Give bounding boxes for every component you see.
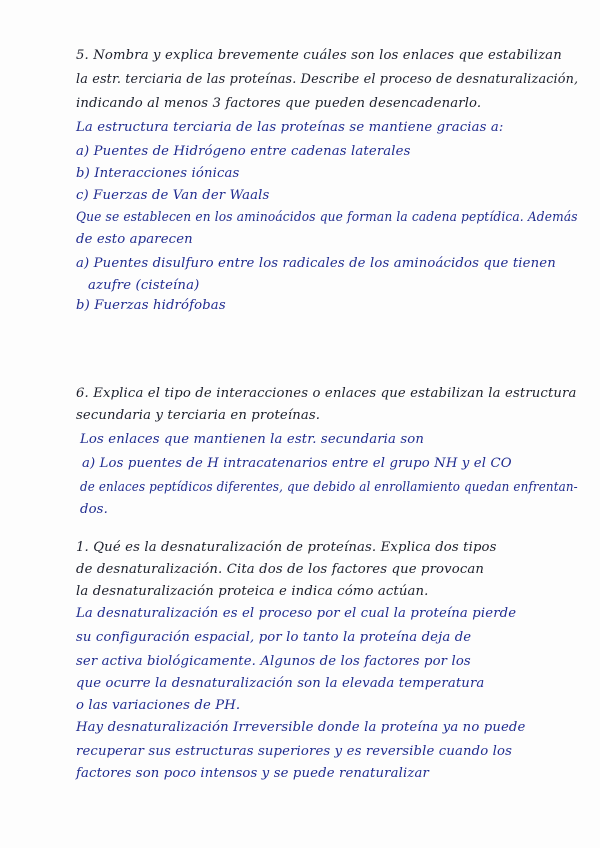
- question-5-line-1: 5. Nombra y explica brevemente cuáles son los enlaces que estabilizan: [76, 48, 562, 63]
- answer-6-line-1: Los enlaces que mantienen la estr. secundaria son: [80, 432, 425, 447]
- question-1-line-2: de desnaturalización. Cita dos de los factores que provocan: [76, 562, 485, 577]
- question-6-line-1: 6. Explica el tipo de interacciones o enlaces que estabilizan la estructura: [76, 386, 577, 401]
- answer-5-line-3: b) Interacciones iónicas: [76, 166, 240, 181]
- answer-5-line-4: c) Fuerzas de Van der Waals: [76, 188, 270, 203]
- answer-6-line-4: dos.: [80, 502, 108, 517]
- answer-1-line-3: ser activa biológicamente. Algunos de los factores por los: [76, 654, 471, 669]
- answer-5-line-7: a) Puentes disulfuro entre los radicales de los aminoácidos que tienen: [76, 256, 556, 271]
- answer-1-line-6: Hay desnaturalización Irreversible donde la proteína ya no puede: [76, 720, 526, 735]
- answer-5-line-6: de esto aparecen: [76, 232, 193, 247]
- answer-5-line-2: a) Puentes de Hidrógeno entre cadenas laterales: [76, 144, 411, 159]
- answer-1-line-1: La desnaturalización es el proceso por el cual la proteína pierde: [76, 606, 517, 621]
- answer-1-line-5: o las variaciones de PH.: [76, 698, 241, 713]
- answer-1-line-4: que ocurre la desnaturalización son la elevada temperatura: [76, 676, 485, 691]
- answer-5-line-9: b) Fuerzas hidrófobas: [76, 298, 226, 313]
- answer-5-line-5: Que se establecen en los aminoácidos que forman la cadena peptídica. Además: [76, 210, 578, 225]
- answer-6-line-2: a) Los puentes de H intracatenarios entre el grupo NH y el CO: [82, 456, 512, 471]
- answer-5-line-1: La estructura terciaria de las proteínas se mantiene gracias a:: [76, 120, 504, 135]
- answer-1-line-2: su configuración espacial, por lo tanto la proteína deja de: [76, 630, 472, 645]
- answer-1-line-7: recuperar sus estructuras superiores y es reversible cuando los: [76, 744, 513, 759]
- answer-5-line-8: azufre (cisteína): [88, 278, 200, 293]
- question-5-line-3: indicando al menos 3 factores que pueden desencadenarlo.: [76, 96, 482, 111]
- answer-6-line-3: de enlaces peptídicos diferentes, que debido al enrollamiento quedan enfrentan-: [80, 480, 578, 495]
- answer-1-line-8: factores son poco intensos y se puede renaturalizar: [76, 766, 429, 781]
- question-1-line-1: 1. Qué es la desnaturalización de proteínas. Explica dos tipos: [76, 540, 497, 555]
- question-5-line-2: la estr. terciaria de las proteínas. Describe el proceso de desnaturalización,: [76, 72, 579, 87]
- question-1-line-3: la desnaturalización proteica e indica cómo actúan.: [76, 584, 429, 599]
- question-6-line-2: secundaria y terciaria en proteínas.: [76, 408, 321, 423]
